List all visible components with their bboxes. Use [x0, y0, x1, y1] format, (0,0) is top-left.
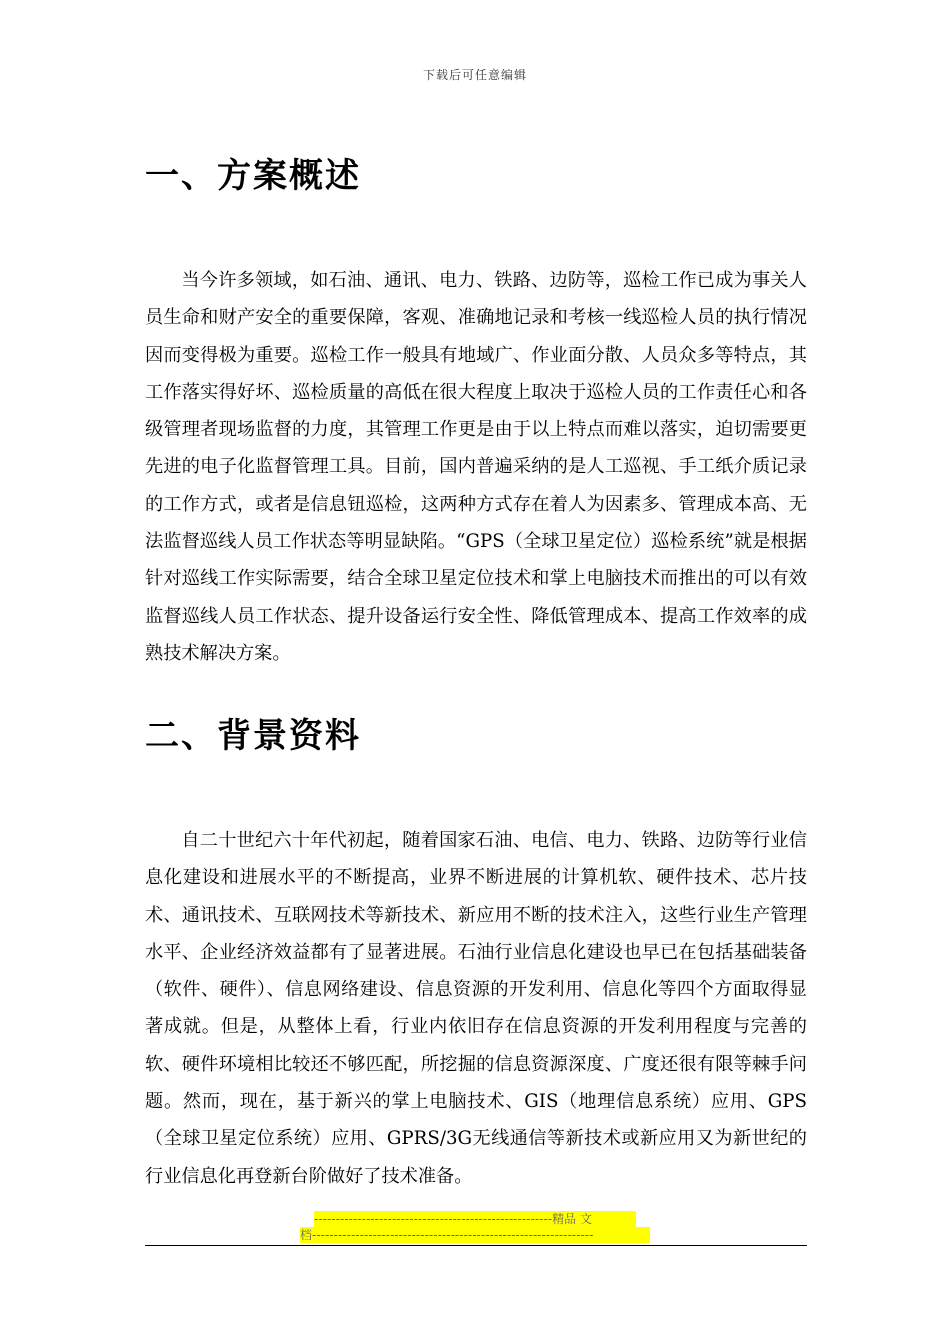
footer-divider — [145, 1245, 807, 1246]
section-body-background: 自二十世纪六十年代初起，随着国家石油、电信、电力、铁路、边防等行业信息化建设和进展水平的不断提高，业界不断进展的计算机软、硬件技术、芯片技术、通讯技术、互联网技术等新技术、新应用不断的技术注入，这些行业生产管理水平、企业经济效益都有了显著进展。石油行业信息化建设也早已在包括基础装备（软件、硬件）、信息网络建设、信息资源的开发利用、信息化等四个方面取得显著成就。但是，从整体上看，行业内依旧存在信息资源的开发利用程度与完善的软、硬件环境相比较还不够匹配，所挖掘的信息资源深度、广度还很有限等棘手问题。然而，现在，基于新兴的掌上电脑技术、GIS（地理信息系统）应用、GPS（全球卫星定位系统）应用、GPRS/3G无线通信等新技术或新应用又为新世纪的行业信息化再登新台阶做好了技术准备。 — [145, 830, 807, 1187]
section-body-overview: 当今许多领域，如石油、通讯、电力、铁路、边防等，巡检工作已成为事关人员生命和财产安全的重要保障，客观、准确地记录和考核一线巡检人员的执行情况因而变得极为重要。巡检工作一般具有地域广、作业面分散、人员众多等特点，其工作落实得好坏、巡检质量的高低在很大程度上取决于巡检人员的工作责任心和各级管理者现场监督的力度，其管理工作更是由于以上特点而难以落实，迫切需要更先进的电子化监督管理工具。目前，国内普遍采纳的是人工巡视、手工纸介质记录的工作方式，或者是信息钮巡检，这两种方式存在着人为因素多、管理成本高、无法监督巡线人员工作状态等明显缺陷。“GPS（全球卫星定位）巡检系统”就是根据针对巡线工作实际需要，结合全球卫星定位技术和掌上电脑技术而推出的可以有效监督巡线人员工作状态、提升设备运行安全性、降低管理成本、提高工作效率的成熟技术解决方案。 — [145, 270, 807, 664]
footer-watermark — [300, 1211, 650, 1243]
footer-watermark-line2: 档----------------------------------------------------------------- — [300, 1227, 650, 1243]
section-heading-background: 二、背景资料 — [145, 716, 361, 756]
page-header-note: 下载后可任意编辑 — [422, 68, 527, 82]
section-heading-overview: 一、方案概述 — [145, 156, 361, 196]
footer-watermark-line1: -------------------------------------------------------精品 文 — [314, 1211, 636, 1227]
